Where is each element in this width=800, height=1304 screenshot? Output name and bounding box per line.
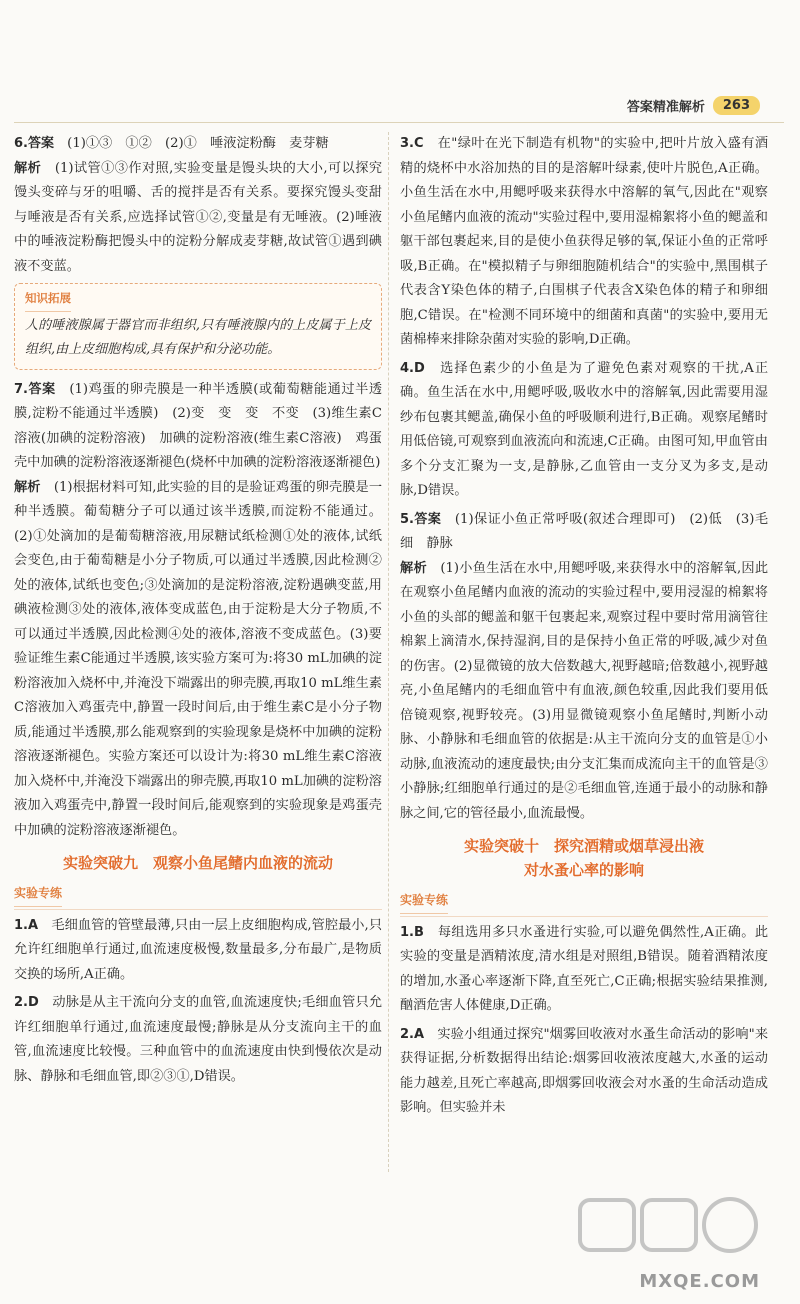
answer-b1 <box>400 921 768 1019</box>
answer-number: 7.答案 <box>14 381 56 397</box>
answer-a3 <box>400 132 768 353</box>
answer-6 <box>14 132 382 279</box>
explanation-keyword: 解析 <box>400 560 427 576</box>
section-title-10 <box>400 834 768 882</box>
page-header <box>627 96 760 115</box>
knowledge-extension-box <box>14 283 382 370</box>
explanation-keyword: 解析 <box>14 479 41 495</box>
right-column <box>400 132 768 1125</box>
watermark-url: MXQE.COM <box>639 1271 760 1292</box>
answer-text: 在"绿叶在光下制造有机物"的实验中,把叶片放入盛有酒精的烧杯中水浴加热的目的是溶解叶绿素,使叶片脱色,A正确。小鱼生活在水中,用鳃呼吸来获得水中溶解的氧气,因此在"观察小鱼尾鳍内血液的流动"实验过程中,要用湿棉絮将小鱼的鳃盖和躯干部包裹起来,目的是使小鱼获得足够的氧,保证小鱼的正常呼吸,B正确。在"模拟精子与卵细胞随机结合"的实验中,黑围棋子代表含Y染色体的精子,白围棋子代表含X染色体的精子和卵细胞,C错误。在"检测不同环境中的细菌和真菌"的实验中,要用无菌棉棒来排除杂菌对实验的影响,D正确。 <box>400 136 769 347</box>
header-divider <box>14 122 784 123</box>
explanation-text: (1)根据材料可知,此实验的目的是验证鸡蛋的卵壳膜是一种半透膜。葡萄糖分子可以通过该半透膜,而淀粉不能通过。(2)①处滴加的是葡萄糖溶液,用尿糖试纸检测①处的液体,试纸会变色,由于葡萄糖是小分子物质,可以通过半透膜,因此检测②处的液体,试纸也变色;③处滴加的是淀粉溶液,淀粉遇碘变蓝,用碘液检测③处的液体,液体变成蓝色,由于淀粉是大分子物质,不可以通过半透膜,因此检测④处的液体,溶液不变成蓝色。(3)要验证维生素C能通过半透膜,该实验方案可为:将30 mL加碘的淀粉溶液加入烧杯中,并淹没下端露出的卵壳膜,再取10 mL维生素C溶液加入鸡蛋壳中,静置一段时间后,由于维生素C是小分子物质,能通过半透膜,那么能观察到的实验现象是烧杯中加碘的淀粉溶液逐渐褪色。实验方案还可以设计为:将30 mL维生素C溶液加入烧杯中,并淹没下端露出的卵壳膜,再取10 mL加碘的淀粉溶液加入鸡蛋壳中,静置一段时间后,能观察到的实验现象是鸡蛋壳中加碘的淀粉溶液逐渐褪色。 <box>14 479 383 838</box>
page-number: 263 <box>713 96 760 115</box>
knowledge-extension-tag: 知识拓展 <box>25 286 71 312</box>
explanation-text: (1)试管①③作对照,实验变量是馒头块的大小,可以探究馒头变碎与牙的咀嚼、舌的搅拌是否有关系。要探究馒头变甜与唾液是否有关系,应选择试管①②,变量是有无唾液。(2)唾液中的唾液淀粉酶把馒头中的淀粉分解成麦芽糖,故试管①遇到碘液不变蓝。 <box>14 160 383 274</box>
section-title-line-2: 对水蚤心率的影响 <box>523 861 644 879</box>
answer-text: (1)鸡蛋的卵壳膜是一种半透膜(或葡萄糖能通过半透膜,淀粉不能通过半透膜) (2)变 变 变 不变 (3)维生素C溶液(加碘的淀粉溶液) 加碘的淀粉溶液(维生素C溶液) 鸡蛋壳中加碘的淀粉溶液逐渐褪色(烧杯中加碘的淀粉溶液逐渐褪色) <box>14 381 383 470</box>
header-label: 答案精准解析 <box>626 100 705 115</box>
answer-a4 <box>400 357 768 504</box>
answer-7 <box>14 378 382 844</box>
answer-number: 2.A <box>400 1026 425 1042</box>
practice-tag: 实验专练 <box>400 888 448 914</box>
answer-number: 4.D <box>400 360 425 376</box>
section-title-line-1: 实验突破十 探究酒精或烟草浸出液 <box>463 837 704 855</box>
column-divider <box>388 132 389 1172</box>
left-column <box>14 132 382 1093</box>
answer-text: (1)①③ ①② (2)① 唾液淀粉酶 麦芽糖 <box>67 136 329 151</box>
practice-divider <box>14 909 382 910</box>
answer-a2 <box>14 991 382 1089</box>
answer-number: 1.A <box>14 917 39 933</box>
answer-a5 <box>400 508 768 827</box>
practice-tag: 实验专练 <box>14 881 62 907</box>
answer-text: 动脉是从主干流向分支的血管,血流速度快;毛细血管只允许红细胞单行通过,血流速度最慢;静脉是从分支流向主干的血管,血流速度比较慢。三种血管中的血流速度由快到慢依次是动脉、静脉和毛细血管,即②③①,D错误。 <box>14 995 383 1084</box>
explanation-keyword: 解析 <box>14 160 42 176</box>
answer-text: 实验小组通过探究"烟雾回收液对水蚤生命活动的影响"来获得证据,分析数据得出结论:烟雾回收液浓度越大,水蚤的运动能力越差,且死亡率越高,即烟雾回收液会对水蚤的生命活动造成影响。但实验并未 <box>400 1026 769 1115</box>
answer-number: 2.D <box>14 995 39 1010</box>
section-title-9: 实验突破九 观察小鱼尾鳍内血液的流动 <box>62 854 333 872</box>
answer-text: 每组选用多只水蚤进行实验,可以避免偶然性,A正确。此实验的变量是酒精浓度,清水组是对照组,B错误。随着酒精浓度的增加,水蚤心率逐渐下降,直至死亡,C正确;根据实验结果推测,酗酒危害人体健康,D正确。 <box>400 924 769 1013</box>
answer-number: 6.答案 <box>14 136 54 151</box>
answer-number: 3.C <box>400 136 424 151</box>
explanation-text: (1)小鱼生活在水中,用鳃呼吸,来获得水中的溶解氧,因此在观察小鱼尾鳍内血液的流动的实验过程中,要用浸湿的棉絮将小鱼的头部的鳃盖和躯干包裹起来,观察过程中要时常用滴管往棉絮上滴清水,保持湿润,目的是保持小鱼正常的呼吸,减少对鱼的伤害。(2)显微镜的放大倍数越大,视野越暗;倍数越小,视野越亮,小鱼尾鳍内的毛细血管中有血液,颜色较重,因此我们要用低倍镜观察,视野较亮。(3)用显微镜观察小鱼尾鳍时,判断小动脉、小静脉和毛细血管的依据是:从主干流向分支的血管是①小动脉,血液流动的速度最快;由分支汇集而成流向主干的血管是③小静脉;红细胞单行通过的是②毛细血管,连通于最小的动脉和静脉之间,它的管径最小,血流最慢。 <box>400 560 769 821</box>
answer-text: 选择色素少的小鱼是为了避免色素对观察的干扰,A正确。鱼生活在水中,用鳃呼吸,吸收水中的溶解氧,因此需要用湿纱布包裹其鳃盖,确保小鱼的呼吸顺利进行,B正确。观察尾鳍时用低倍镜,可观察到血液流向和流速,C正确。由图可知,甲血管由多个分支汇聚为一支,是静脉,乙血管由一支分叉为多支,是动脉,D错误。 <box>400 360 768 498</box>
answer-text: (1)保证小鱼正常呼吸(叙述合理即可) (2)低 (3)毛细 静脉 <box>400 511 769 551</box>
answer-number: 5.答案 <box>400 511 442 527</box>
answer-b2 <box>400 1023 768 1121</box>
answer-a1 <box>14 914 382 988</box>
knowledge-extension-text: 人的唾液腺属于器官而非组织,只有唾液腺内的上皮属于上皮组织,由上皮细胞构成,具有保护和分泌功能。 <box>25 317 371 357</box>
answer-text: 毛细血管的管壁最薄,只由一层上皮细胞构成,管腔最小,只允许红细胞单行通过,血流速度极慢,数量最多,分布最广,是物质交换的场所,A正确。 <box>14 917 382 982</box>
practice-divider <box>400 916 768 917</box>
answer-number: 1.B <box>400 924 424 940</box>
